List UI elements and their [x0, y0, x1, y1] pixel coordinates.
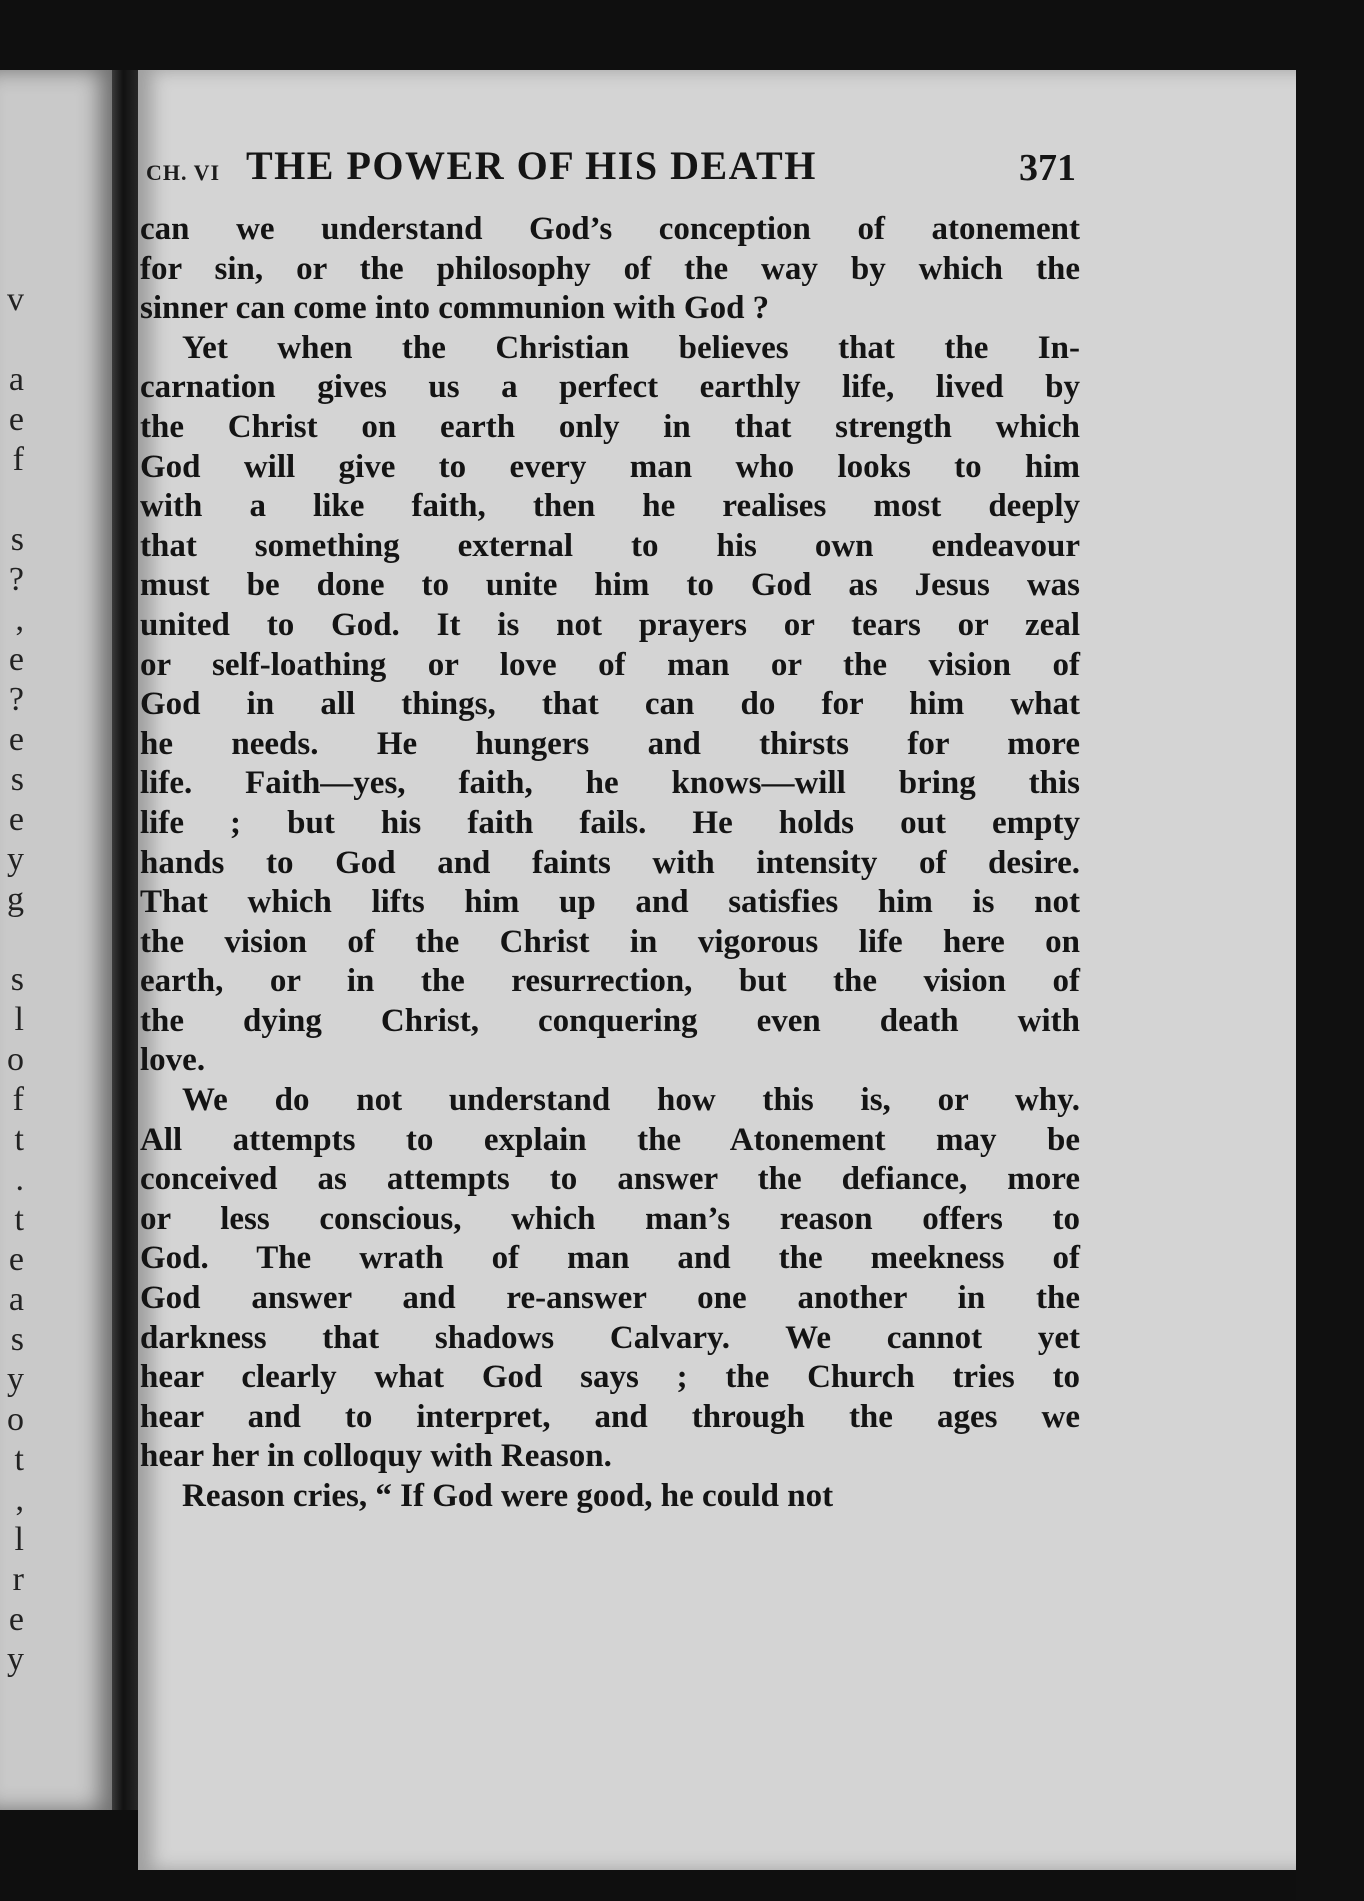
- facing-page-fragment: t: [14, 1441, 24, 1478]
- text-line: life ; but his faith fails. He holds out empty: [140, 804, 1080, 841]
- facing-page-fragment: o: [7, 1401, 24, 1438]
- facing-page-fragment: g: [7, 881, 24, 918]
- facing-page-fragment: r: [12, 1561, 24, 1598]
- text-line: that something external to his own endeavour: [140, 527, 1080, 564]
- running-header: [146, 142, 1076, 202]
- text-line: God in all things, that can do for him what: [140, 686, 1080, 723]
- facing-page-edge: [0, 70, 118, 1810]
- facing-page-fragment: s: [10, 1321, 24, 1358]
- chapter-label: CH. VI: [146, 160, 221, 185]
- text-line: darkness that shadows Calvary. We cannot yet: [140, 1319, 1080, 1356]
- facing-page-fragment: .: [15, 1161, 24, 1198]
- text-line: the dying Christ, conquering even death with: [140, 1002, 1080, 1039]
- running-title: THE POWER OF HIS DEATH: [246, 143, 817, 188]
- text-line: God will give to every man who looks to him: [140, 448, 1080, 485]
- facing-page-fragment: ?: [8, 561, 24, 598]
- text-line: God answer and re-answer one another in the: [140, 1280, 1080, 1317]
- facing-page-fragment: s: [10, 521, 24, 558]
- text-line: hear her in colloquy with Reason.: [140, 1438, 612, 1475]
- facing-page-fragment: a: [8, 1281, 24, 1318]
- facing-page-fragment: f: [12, 1081, 24, 1118]
- text-line: Reason cries, “ If God were good, he could not: [182, 1478, 834, 1514]
- facing-page-fragment: e: [8, 1601, 24, 1638]
- text-line: conceived as attempts to answer the defiance, more: [140, 1161, 1080, 1198]
- paragraph: [140, 329, 1080, 1081]
- text-line: can we understand God’s conception of atonement: [140, 211, 1080, 247]
- facing-page-fragment: t: [14, 1201, 24, 1238]
- paragraph: [140, 1081, 1080, 1477]
- page-number: 371: [1019, 147, 1076, 189]
- facing-page-fragment: e: [8, 721, 24, 758]
- text-line: for sin, or the philosophy of the way by which the: [140, 250, 1080, 287]
- text-line: earth, or in the resurrection, but the vision of: [140, 963, 1080, 1000]
- text-line: carnation gives us a perfect earthly life, lived by: [140, 369, 1080, 406]
- facing-page-fragment: e: [8, 401, 24, 438]
- text-line: or less conscious, which man’s reason offers to: [140, 1200, 1080, 1237]
- text-line: hear and to interpret, and through the ages we: [140, 1398, 1080, 1435]
- paragraph: [140, 210, 1080, 329]
- facing-page-fragment: ?: [8, 681, 24, 718]
- text-line: sinner can come into communion with God ?: [140, 290, 770, 327]
- facing-page-fragment: y: [7, 841, 24, 878]
- facing-page-fragment: e: [8, 641, 24, 678]
- facing-page-fragment: s: [10, 961, 24, 998]
- text-line: That which lifts him up and satisfies him is not: [140, 884, 1080, 921]
- text-line: united to God. It is not prayers or tears or zeal: [140, 606, 1080, 643]
- facing-page-fragment: e: [8, 1241, 24, 1278]
- facing-page-fragment: y: [7, 1641, 24, 1678]
- paragraph: [140, 1477, 1080, 1517]
- facing-page-fragment: a: [8, 361, 24, 398]
- facing-page-fragment: f: [12, 441, 24, 478]
- text-line: hear clearly what God says ; the Church tries to: [140, 1359, 1080, 1396]
- facing-page-fragment: [0, 320, 24, 360]
- text-line: the Christ on earth only in that strength which: [140, 408, 1080, 445]
- facing-page-fragment: [0, 480, 24, 520]
- text-line: life. Faith—yes, faith, he knows—will bring this: [140, 765, 1080, 802]
- facing-page-fragment: s: [10, 761, 24, 798]
- facing-page-text-fragments: [0, 280, 24, 1680]
- facing-page-fragment: [0, 920, 24, 960]
- text-line: love.: [140, 1042, 206, 1079]
- book-gutter: [112, 70, 140, 1810]
- text-line: All attempts to explain the Atonement may be: [140, 1121, 1080, 1158]
- facing-page-fragment: v: [7, 281, 24, 318]
- page-body: [140, 210, 1080, 1517]
- facing-page-fragment: e: [8, 801, 24, 838]
- facing-page-fragment: l: [14, 1001, 24, 1038]
- scan-border-right: [1296, 70, 1364, 1900]
- facing-page-fragment: y: [7, 1361, 24, 1398]
- text-line: Yet when the Christian believes that the In-: [182, 329, 1080, 366]
- text-line: hands to God and faints with intensity of desire.: [140, 844, 1080, 881]
- text-line: with a like faith, then he realises most deeply: [140, 488, 1080, 525]
- text-line: must be done to unite him to God as Jesus was: [140, 567, 1080, 604]
- facing-page-fragment: ,: [15, 601, 24, 638]
- facing-page-fragment: ,: [15, 1481, 24, 1518]
- facing-page-fragment: t: [14, 1121, 24, 1158]
- text-line: the vision of the Christ in vigorous life here on: [140, 923, 1080, 960]
- text-line: We do not understand how this is, or why.: [182, 1082, 1080, 1119]
- text-line: he needs. He hungers and thirsts for more: [140, 725, 1080, 762]
- facing-page-fragment: l: [14, 1521, 24, 1558]
- text-line: or self-loathing or love of man or the vision of: [140, 646, 1080, 683]
- facing-page-fragment: o: [7, 1041, 24, 1078]
- text-line: God. The wrath of man and the meekness of: [140, 1240, 1080, 1277]
